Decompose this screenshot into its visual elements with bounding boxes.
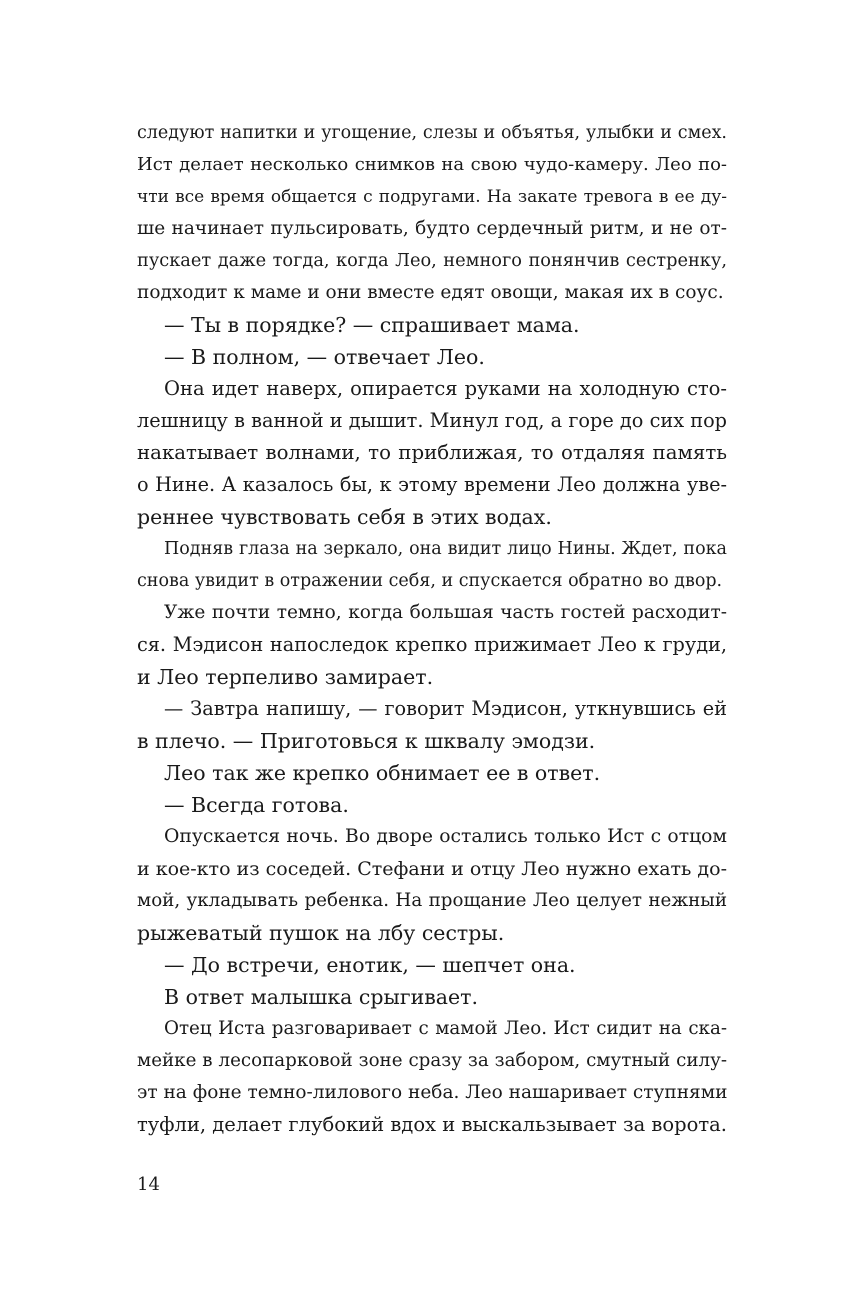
text-line: — Завтра напишу, — говорит Мэдисон, уткнувшись ей xyxy=(164,697,727,720)
text-line: снова увидит в отражении себя, и спускается обратно во двор. xyxy=(137,571,723,591)
text-line: Уже почти темно, когда большая часть гостей расходит- xyxy=(164,602,727,623)
text-line: в плечо. — Приготовься к шквалу эмодзи. xyxy=(137,729,596,753)
text-line: — Всегда готова. xyxy=(164,793,349,817)
text-line: — Ты в порядке? — спрашивает мама. xyxy=(164,313,580,337)
text-line: Опускается ночь. Во дворе остались только Ист с отцом xyxy=(164,826,727,847)
text-line: подходит к маме и они вместе едят овощи, макая их в соус. xyxy=(137,282,724,303)
text-line: и Лео терпеливо замирает. xyxy=(137,665,434,689)
text-line: Подняв глаза на зеркало, она видит лицо Нины. Ждет, пока xyxy=(164,539,727,559)
text-line: мой, укладывать ребенка. На прощание Лео целует нежный xyxy=(137,890,727,911)
text-line: мейке в лесопарковой зоне сразу за забором, смутный силу- xyxy=(137,1050,727,1071)
text-line: Лео так же крепко обнимает ее в ответ. xyxy=(164,761,601,785)
page-text xyxy=(137,117,727,1141)
text-line: и кое-кто из соседей. Стефани и отцу Лео нужно ехать до- xyxy=(137,858,727,880)
text-line: туфли, делает глубокий вдох и выскальзывает за ворота. xyxy=(137,1113,727,1136)
text-line: накатывает волнами, то приближая, то отдаляя память xyxy=(137,441,727,464)
text-line: — В полном, — отвечает Лео. xyxy=(164,345,485,369)
text-line: реннее чувствовать себя в этих водах. xyxy=(137,505,552,529)
text-line: чти все время общается с подругами. На закате тревога в ее ду- xyxy=(137,187,727,207)
text-line: — До встречи, енотик, — шепчет она. xyxy=(164,953,576,977)
text-line: пускает даже тогда, когда Лео, немного понянчив сестренку, xyxy=(137,251,727,271)
text-line: эт на фоне темно-лилового неба. Лео нашаривает ступнями xyxy=(137,1082,728,1103)
text-line: В ответ малышка срыгивает. xyxy=(164,985,478,1009)
text-line: ся. Мэдисон напоследок крепко прижимает Лео к груди, xyxy=(137,633,727,656)
text-line: ше начинает пульсировать, будто сердечный ритм, и не от- xyxy=(137,218,727,239)
text-line: Отец Иста разговаривает с мамой Лео. Ист сидит на ска- xyxy=(164,1018,727,1039)
text-line: Она идет наверх, опирается руками на холодную сто- xyxy=(164,377,727,400)
page-number: 14 xyxy=(137,1174,160,1195)
text-line: рыжеватый пушок на лбу сестры. xyxy=(137,921,505,945)
text-line: следуют напитки и угощение, слезы и объятья, улыбки и смех. xyxy=(137,123,727,143)
text-line: лешницу в ванной и дышит. Минул год, а горе до сих пор xyxy=(137,409,727,432)
text-line: о Нине. А казалось бы, к этому времени Лео должна уве- xyxy=(137,473,727,496)
text-line: Ист делает несколько снимков на свою чудо-камеру. Лео по- xyxy=(137,154,727,175)
